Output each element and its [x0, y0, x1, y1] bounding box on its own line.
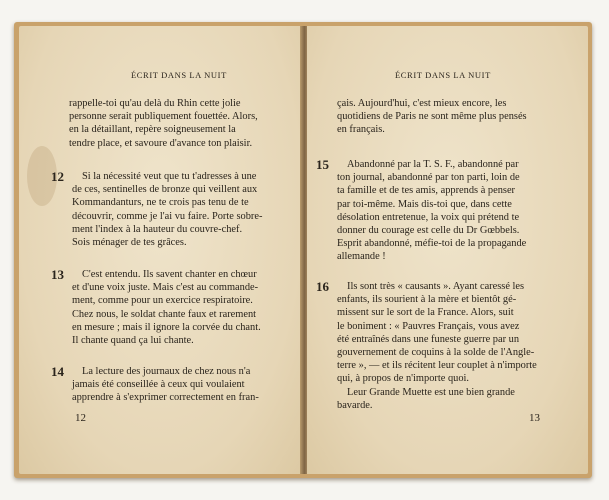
entry-14-text: La lecture des journaux de chez nous n'a jamais été conseillée à ceux qui voulaient apprendre à s'exprimer correctement en fran- [72, 366, 259, 404]
entry-number-16: 16 [316, 279, 329, 294]
left-folio: 12 [75, 412, 86, 424]
right-page [307, 26, 588, 474]
left-continuation: rappelle-toi qu'au delà du Rhin cette jolie personne serait publiquement fouettée. Alors, en la détaillant, repère soigneusement la tendre place, et savoure d'avance ton plaisir. [69, 98, 258, 149]
entry-number-12: 12 [51, 169, 64, 184]
left-running-head: ÉCRIT DANS LA NUIT [131, 70, 227, 80]
right-folio: 13 [529, 412, 540, 424]
entry-12-text: Si la nécessité veut que tu t'adresses à une de ces, sentinelles de bronze qui veillent aux Kommandanturs, ne te crois pas tenu de te découvrir, comme je l'ai vu faire. Porte sobre- ment l'index à la hauteur du couvre-chef. Sois ménager de tes grâces. [72, 171, 263, 249]
entry-number-15: 15 [316, 157, 329, 172]
entry-13-text: C'est entendu. Ils savent chanter en chœur et d'une voix juste. Mais c'est au commande- ment, comme pour un exercice respiratoire. Chez nous, le soldat chante faux et rarement en mesure ; mais il ignore la corvée du chant. Il chante quand ça lui chante. [72, 269, 261, 347]
entry-16-text: Ils sont très « causants ». Ayant caressé les enfants, ils sourient à la mère et bientôt gé- missent sur le sort de la France. Alors, suit le boniment : « Pauvres Français, vous avez été entraînés dans une funeste guerre par un gouvernement de coquins à la solde de l'Angle- terre », — et ils récitent leur couplet à n'importe qui, à propos de n'importe quoi. Leur Grande Muette est une bien grande bavarde. [337, 281, 537, 411]
entry-number-13: 13 [51, 267, 64, 282]
entry-number-14: 14 [51, 364, 64, 379]
right-continuation: çais. Aujourd'hui, c'est mieux encore, les quotidiens de Paris ne sont même plus pensés en français. [337, 98, 527, 136]
left-page [19, 26, 303, 474]
right-running-head: ÉCRIT DANS LA NUIT [395, 70, 491, 80]
entry-15-text: Abandonné par la T. S. F., abandonné par ton journal, abandonné par ton parti, loin de ta famille et de tes amis, apprends à penser par toi-même. Mais dis-toi que, dans cette désolation entretenue, la voix qui prétend te donner du courage est celle du Dr Gœbbels. Esprit abandonné, méfie-toi de la propagande allemande ! [337, 159, 527, 263]
